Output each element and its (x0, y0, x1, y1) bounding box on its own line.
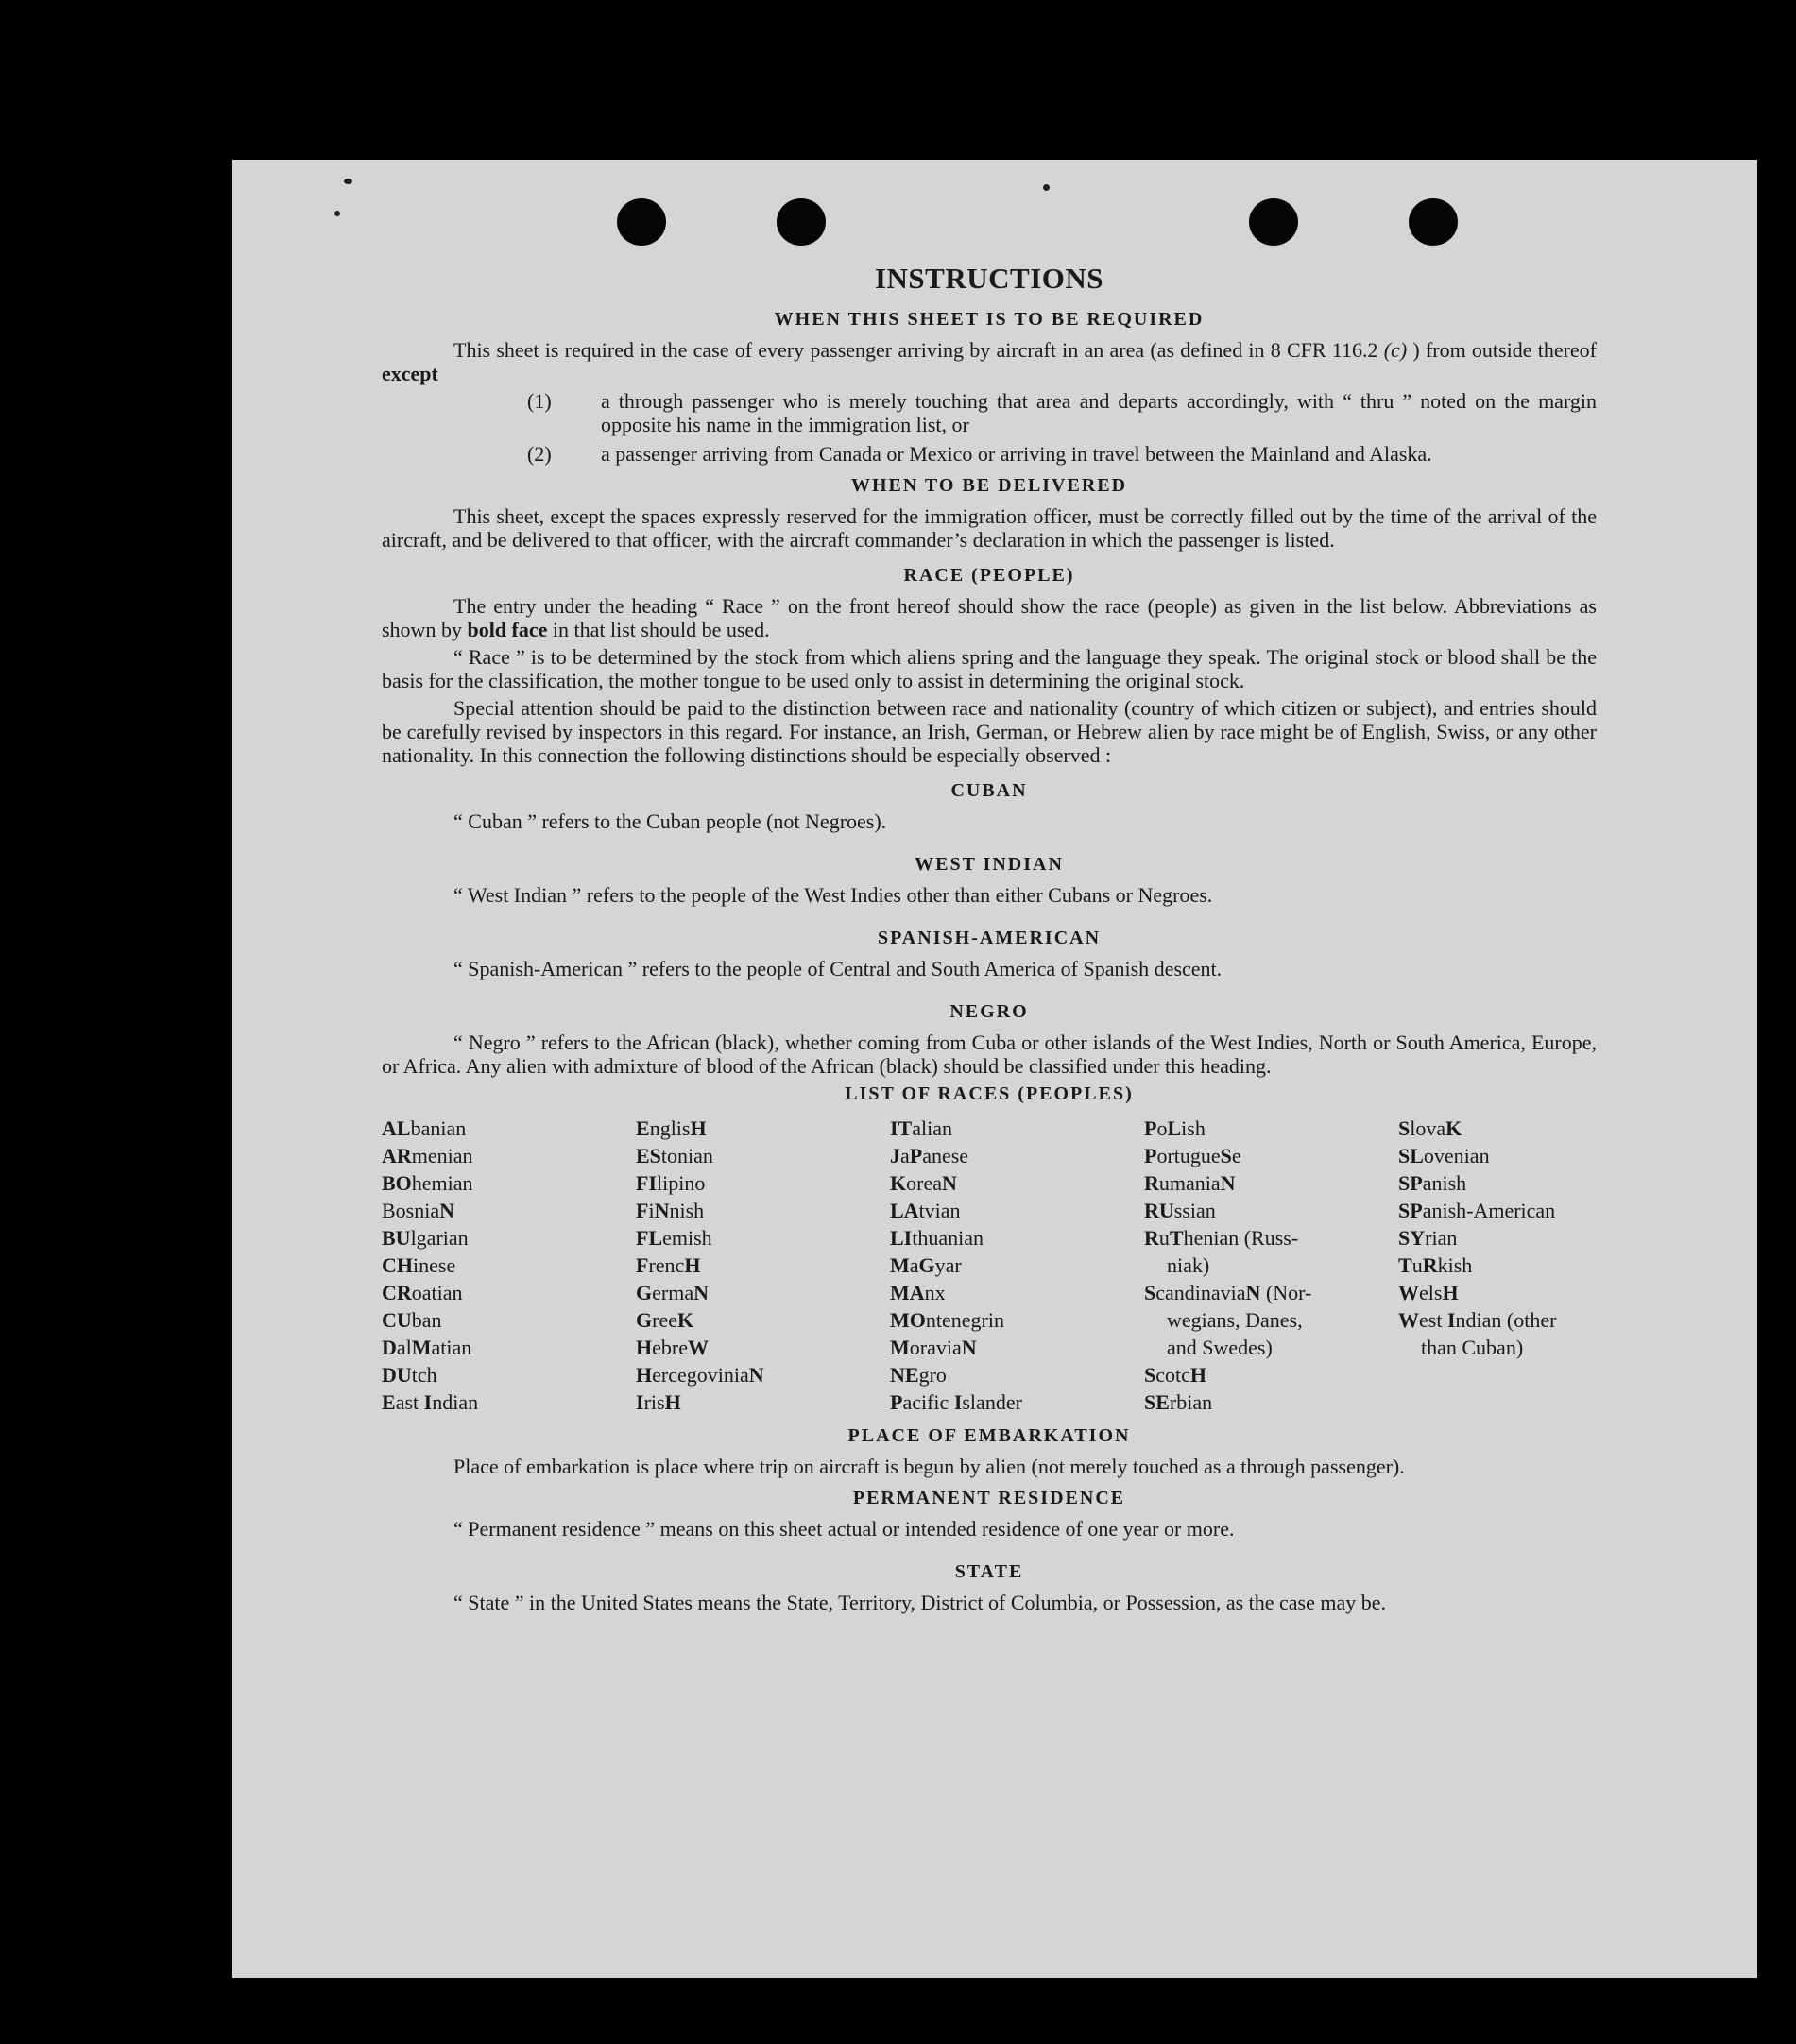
race-entry: WelsH (1398, 1281, 1459, 1304)
race-entry: MaGyar (890, 1253, 962, 1277)
list-of-races (382, 1115, 1597, 1416)
race-entry: MAnx (890, 1281, 946, 1304)
race-entry: BOhemian (382, 1171, 473, 1195)
punch-hole (617, 198, 666, 246)
race-entry: DUtch (382, 1363, 437, 1387)
race-entry: Pacific Islander (890, 1390, 1022, 1414)
race-entry: wegians, Danes, (1167, 1308, 1303, 1332)
speck (1043, 184, 1050, 191)
instructions-content (382, 262, 1597, 1618)
section-heading-required: WHEN THIS SHEET IS TO BE REQUIRED (774, 309, 1205, 330)
race-entry: MOntenegrin (890, 1308, 1004, 1332)
race-entry: ScandinaviaN (Nor- (1144, 1281, 1312, 1304)
race-entry: BosniaN (382, 1199, 455, 1222)
negro-text: “ Negro ” refers to the African (black), whether coming from Cuba or other islands of the West Indies, North or South America, Europe, or Africa. Any alien with admixture of blood of the African (black) should be classified under this heading. (382, 1031, 1597, 1078)
race-entry: niak) (1167, 1253, 1210, 1277)
section-heading-embarkation: PLACE OF EMBARKATION (847, 1425, 1131, 1446)
section-heading-delivered: WHEN TO BE DELIVERED (850, 475, 1128, 496)
required-item-2: (2) a passenger arriving from Canada or Mexico or arriving in travel between the Mainland and Alaska. (527, 442, 1432, 466)
race-column (1398, 1115, 1597, 1416)
race-entry: SLovenian (1398, 1144, 1490, 1167)
state-text: “ State ” in the United States means the State, Territory, District of Columbia, or Possession, as the case may be. (453, 1591, 1387, 1614)
race-entry: ARmenian (382, 1144, 473, 1167)
race-entry: RumaniaN (1144, 1171, 1236, 1195)
race-entry: ALbanian (382, 1116, 467, 1140)
race-entry: HercegoviniaN (636, 1363, 764, 1387)
race-entry: SYrian (1398, 1226, 1458, 1250)
race-column (636, 1115, 890, 1416)
section-heading-spanish-american: SPANISH-AMERICAN (877, 928, 1102, 948)
race-column (382, 1115, 636, 1416)
spanish-american-text: “ Spanish-American ” refers to the people of Central and South America of Spanish descent. (453, 957, 1223, 980)
race-entry: FIlipino (636, 1171, 706, 1195)
race-entry: JaPanese (890, 1144, 969, 1167)
race-column (1144, 1115, 1398, 1416)
section-heading-residence: PERMANENT RESIDENCE (852, 1488, 1126, 1508)
embarkation-text: Place of embarkation is place where trip on aircraft is begun by alien (not merely touched as a through passenger). (453, 1455, 1405, 1478)
race-entry: HebreW (636, 1336, 709, 1359)
punch-hole (1249, 198, 1298, 246)
instruction-sheet (232, 160, 1757, 1978)
race-entry: CHinese (382, 1253, 456, 1277)
race-paragraph-3: Special attention should be paid to the distinction between race and nationality (country of which citizen or subject), and entries should be carefully revised by inspectors in this regard. For instance, an Irish, German, or Hebrew alien by race might be of English, Swiss, or any other nationality. In this connection the following distinctions should be especially observed : (382, 696, 1597, 767)
race-entry: DalMatian (382, 1336, 472, 1359)
race-paragraph-2: “ Race ” is to be determined by the stock from which aliens spring and the language they speak. The original stock or blood shall be the basis for the classification, the mother tongue to be used only to assist in determining the original stock. (382, 645, 1597, 692)
section-heading-list-of-races: LIST OF RACES (PEOPLES) (845, 1083, 1134, 1104)
race-entry: PortugueSe (1144, 1144, 1241, 1167)
race-entry: SlovaK (1398, 1116, 1462, 1140)
cuban-text: “ Cuban ” refers to the Cuban people (not Negroes). (453, 809, 887, 833)
section-heading-state: STATE (954, 1561, 1024, 1582)
section-heading-negro: NEGRO (949, 1001, 1029, 1022)
race-entry: SPanish (1398, 1171, 1467, 1195)
race-entry: TuRkish (1398, 1253, 1473, 1277)
race-entry: RUssian (1144, 1199, 1216, 1222)
race-entry: EnglisH (636, 1116, 707, 1140)
race-entry: East Indian (382, 1390, 479, 1414)
required-item-1: (1) a through passenger who is merely touching that area and departs accordingly, with “ thru ” noted on the margin opposite his name in the immigration list, or (527, 389, 1597, 436)
race-entry: NEgro (890, 1363, 947, 1387)
race-entry: SErbian (1144, 1390, 1213, 1414)
race-entry: ScotcH (1144, 1363, 1207, 1387)
race-entry: BUlgarian (382, 1226, 469, 1250)
section-heading-race: RACE (PEOPLE) (903, 565, 1075, 586)
race-entry: than Cuban) (1421, 1336, 1524, 1359)
race-entry: EStonian (636, 1144, 713, 1167)
race-entry: LIthuanian (890, 1226, 984, 1250)
race-entry: RuThenian (Russ- (1144, 1226, 1299, 1250)
speck (344, 179, 352, 184)
section-heading-cuban: CUBAN (950, 780, 1028, 801)
section-heading-west-indian: WEST INDIAN (915, 854, 1064, 875)
delivered-text: This sheet, except the spaces expressly reserved for the immigration officer, must be correctly filled out by the time of the arrival of the aircraft, and be delivered to that officer, with the aircraft commander’s declaration in which the passenger is listed. (382, 504, 1597, 552)
race-entry: FiNnish (636, 1199, 705, 1222)
race-entry: CUban (382, 1308, 442, 1332)
west-indian-text: “ West Indian ” refers to the people of the West Indies other than either Cubans or Negroes. (453, 883, 1213, 907)
race-entry: MoraviaN (890, 1336, 977, 1359)
race-paragraph-1: The entry under the heading “ Race ” on the front hereof should show the race (people) as given in the list below. Abbreviations as shown by bold face in that list should be used. (382, 594, 1597, 641)
race-entry: IrisH (636, 1390, 681, 1414)
speck (334, 211, 340, 216)
required-intro: This sheet is required in the case of every passenger arriving by aircraft in an area (as defined in 8 CFR 116.2 (c) ) from outside thereof except (382, 338, 1598, 385)
punch-hole (777, 198, 826, 246)
race-entry: and Swedes) (1167, 1336, 1273, 1359)
race-entry: West Indian (other (1398, 1308, 1557, 1332)
race-entry: KoreaN (890, 1171, 957, 1195)
race-entry: LAtvian (890, 1199, 961, 1222)
race-column (890, 1115, 1144, 1416)
page-title: INSTRUCTIONS (874, 262, 1103, 295)
residence-text: “ Permanent residence ” means on this sheet actual or intended residence of one year or more. (453, 1517, 1235, 1541)
race-entry: GermaN (636, 1281, 709, 1304)
race-entry: FrencH (636, 1253, 701, 1277)
race-entry: PoLish (1144, 1116, 1206, 1140)
punch-hole (1409, 198, 1458, 246)
race-entry: GreeK (636, 1308, 694, 1332)
race-entry: CRoatian (382, 1281, 463, 1304)
race-entry: ITalian (890, 1116, 953, 1140)
race-entry: SPanish-American (1398, 1199, 1556, 1222)
race-entry: FLemish (636, 1226, 712, 1250)
